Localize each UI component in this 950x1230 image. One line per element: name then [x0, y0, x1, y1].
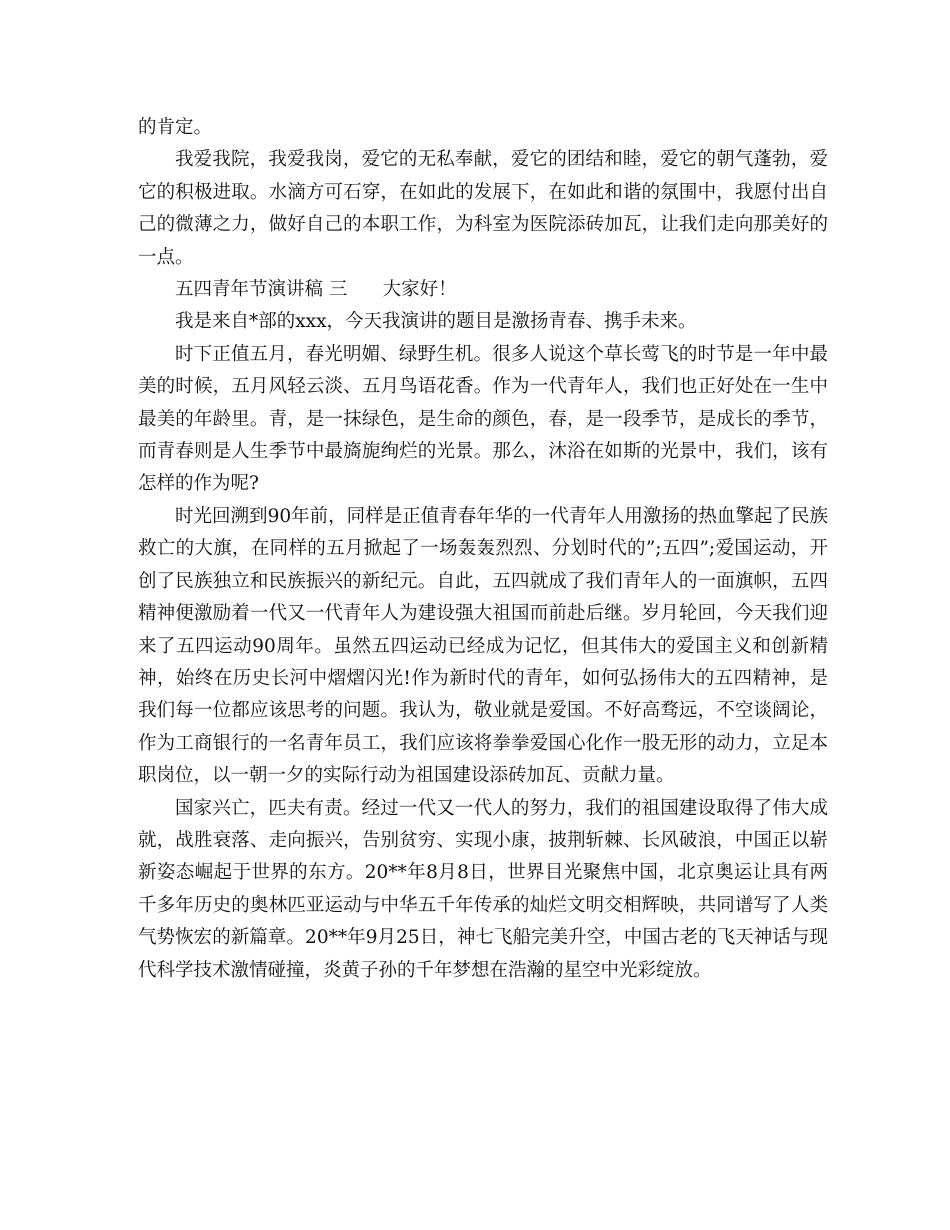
document-body	[138, 112, 828, 987]
paragraph-continuation: 的肯定。	[138, 117, 213, 138]
paragraph-national-achievements: 国家兴亡，匹夫有责。经过一代又一代人的努力，我们的祖国建设取得了伟大成就，战胜衰落、走向振兴，告别贫穷、实现小康，披荆斩棘、长风破浪，中国正以崭新姿态崛起于世界的东方。20**年8月8日，世界目光聚焦中国，北京奥运让具有两千多年历史的奥林匹亚运动与中华五千年传承的灿烂文明交相辉映，共同谱写了人类气势恢宏的新篇章。20**年9月25日，神七飞船完美升空，中国古老的飞天神话与现代科学技术激情碰撞，炎黄子孙的千年梦想在浩瀚的星空中光彩绽放。	[138, 797, 828, 981]
paragraph-love-hospital: 我爱我院，我爱我岗，爱它的无私奉献，爱它的团结和睦，爱它的朝气蓬勃，爱它的积极进取。水滴方可石穿，在如此的发展下，在如此和谐的氛围中，我愿付出自己的微薄之力，做好自己的本职工作，为科室为医院添砖加瓦，让我们走向那美好的一点。	[138, 149, 828, 268]
paragraph-may-season: 时下正值五月，春光明媚、绿野生机。很多人说这个草长莺飞的时节是一年中最美的时候，五月风轻云淡、五月鸟语花香。作为一代青年人，我们也正好处在一生中最美的年龄里。青，是一抹绿色，是生命的颜色，春，是一段季节，是成长的季节，而青春则是人生季节中最旖旎绚烂的光景。那么，沐浴在如斯的光景中，我们，该有怎样的作为呢?	[138, 343, 828, 495]
paragraph-speech-topic: 我是来自*部的xxx，今天我演讲的题目是激扬青春、携手未来。	[175, 311, 697, 333]
speech-title-line: 五四青年节演讲稿 三 大家好！	[175, 279, 457, 301]
paragraph-may-fourth-history: 时光回溯到90年前，同样是正值青春年华的一代青年人用激扬的热血擎起了民族救亡的大旗，在同样的五月掀起了一场轰轰烈烈、分划时代的”;五四”;爱国运动，开创了民族独立和民族振兴的新纪元。自此，五四就成了我们青年人的一面旗帜，五四精神便激励着一代又一代青年人为建设强大祖国而前赴后继。岁月轮回，今天我们迎来了五四运动90周年。虽然五四运动已经成为记忆，但其伟大的爱国主义和创新精神，始终在历史长河中熠熠闪光!作为新时代的青年，如何弘扬伟大的五四精神，是我们每一位都应该思考的问题。我认为，敬业就是爱国。不好高骛远，不空谈阔论，作为工商银行的一名青年员工，我们应该将拳拳爱国心化作一股无形的动力，立足本职岗位，以一朝一夕的实际行动为祖国建设添砖加瓦、贡献力量。	[138, 505, 828, 787]
